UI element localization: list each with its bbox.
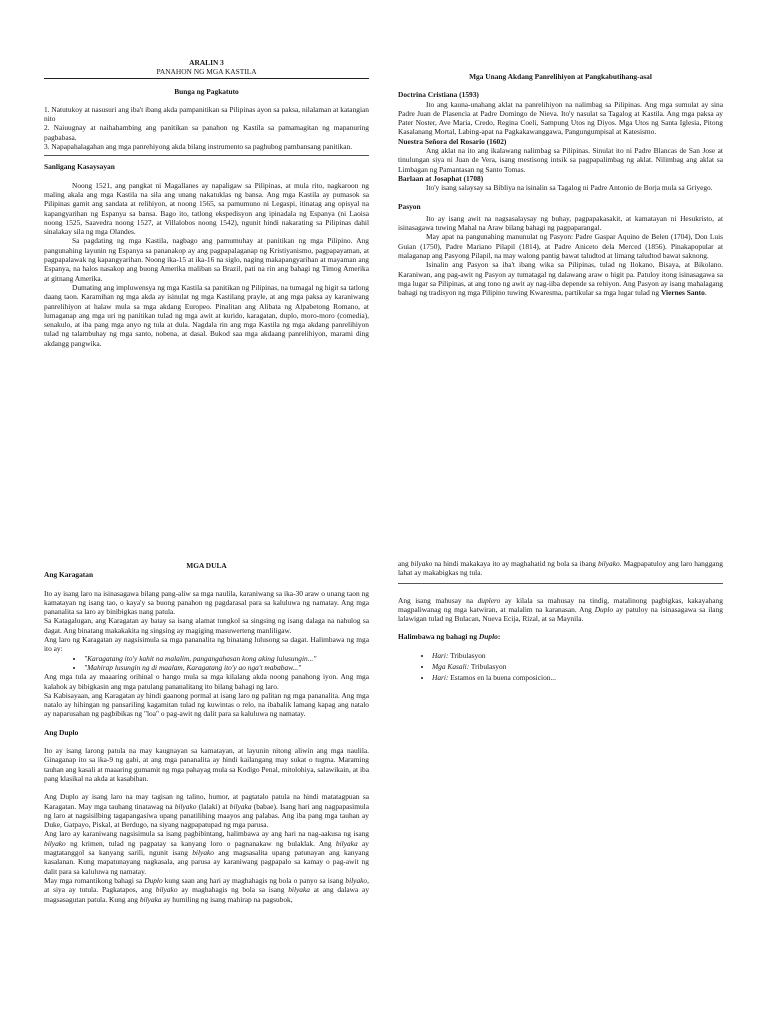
list-item: • Hari: Tribulasyon: [432, 651, 723, 660]
karagatan-quote-list: [84, 654, 369, 673]
barlaan-text: Ito'y isang salaysay sa Bibliya na isinalin sa Tagalog ni Padre Antonio de Borja mula sa Griyego.: [426, 183, 713, 193]
duplo-continuation: ang bilyako na hindi makakaya ito ay maghahatid ng bola sa ibang bilyako. Magpapatuloy ang laro hanggang lahat ay makabigkas ng tula.: [398, 559, 723, 578]
duplo-paragraph-1: Ito ay isang larong patula na may kaugnayan sa kamatayan, at layunin nitong aliwin ang mga naulila. Ginaganap ito sa ika-9 ng gabi, at ang mga pananalita ay hindi kailangang may sukat o tugma. Maraming tauhan ang kasali at maaaring gumamit ng mga pahayag mula sa Kodigo Penal, mitolohiya, salawikain, at iba pang klasikal na akda at kasabihan.: [44, 746, 369, 783]
pasyon-paragraph-2: May apat na pangunahing manunulat ng Pasyon: Padre Gaspar Aquino de Belen (1704), Don Luis Guian (1750), Padre Mariano Pilapil (1814), at Padre Aniceto dela Merced (1856). Pinakapopular at malaganap ang Pasyong Pilapil, na may walong pantig bawat taludtod at limang taludtod bawat saknong.: [398, 232, 723, 261]
lesson-title: PANAHON NG MGA KASTILA: [156, 67, 257, 77]
doctrina-text: Ito ang kauna-unahang aklat na panrelihiyon na nalimbag sa Pilipinas. Ang mga sumulat ay sina Padre Juan de Plasencia at Padre Domingo de Nieva. Ito'y nasulat sa Tagalog at Kastila. Ang mga paksa ay Pater Noster, Ave Maria, Credo, Regina Coeli, Sampung Utos ng Diyos. Mga Utos ng Santa Iglesia, Pitong Kasalanang Mortal, Labing-apat na Pagkakawanggawa, Pangungumpisal at Katesismo.: [398, 99, 723, 137]
bunga-heading: Bunga ng Pagkatuto: [174, 86, 239, 96]
akda-heading: Mga Unang Akdang Panrelihiyon at Pangkabutihang-asal: [469, 72, 652, 81]
nuestra-text: Ang aklat na ito ang ikalawang nalimbag sa Pilipinas. Sinulat ito ni Padre Blancas de San Jose at tinulungan siya ni Juan de Vera, isang mestisong intsik sa pagpapalimbag ng aklat. Nilimbag ang aklat sa Limbagan ng Pamantasan ng Santo Tomas.: [398, 146, 723, 174]
viernes-santo-emphasis: Viernes Santo: [660, 288, 705, 298]
duplo-paragraph-4: May mga romantikong bahagi sa Duplo kung saan ang hari ay maghahagis ng bola o panyo sa isang bilyako, at siya ay tutula. Pagkatapos, ang bilyako ay maghahagis ng bola sa isang bilyaka at ang dalawa ay magsasagutan patula. Kung ang bilyaka ay humiling ng isang mahirap na pagsubok,: [44, 875, 370, 904]
sanligang-heading: Sanligang Kasaysayan: [44, 162, 115, 172]
barlaan-heading: Barlaan at Josaphat (1708): [398, 173, 484, 183]
page1-left-column: [44, 58, 369, 348]
list-item: • "Karagatang ito'y kahit na malalim, pangangahasan kong aking lulusungin...": [84, 654, 369, 663]
duplo-paragraph-2: Ang Duplo ay isang laro na may tagisan ng talino, humor, at pagtatalo patula na hindi matatagpuan sa Karagatan. May mga tauhang tinatawag na bilyako (lalaki) at bilyaka (babae). Isang hari ang nagpapasimula ng laro at nagsisilbing tagapangasiwa upang panatilihing maayos ang palabas. Ang iba pang mga tauhan ay Duke, Gatpayo, Piskal, at Berdugo, na siyang nagpapatupad ng mga parusa.: [44, 792, 370, 830]
karagatan-paragraph-3: Ang laro ng Karagatan ay nagsisimula sa mga pananalita ng binatang lulusong sa dagat. Halimbawa ng mga ito ay:: [44, 635, 369, 654]
bunga-item-3: 3. Napapahalagahan ang mga panrehiyong akda bilang instrumento sa paghubog pambansang panitikan.: [44, 142, 353, 152]
history-paragraph-1: Noong 1521, ang pangkat ni Magallanes ay napaligaw sa Pilipinas, at mula rito, nagkaroon ng maling akala ang mga Kastila na sila ang unang nakatuklas ng bansa. Ang mga Kastila ay pumasok sa Pilipinas gamit ang sandata at relihiyon, at noong 1565, sa pamumuno ni Legaspi, itinatag ang opisyal na kapangyarihan ng Espanya sa bansa. Bago ito, tatlong ekspedisyon ang ipinadala ng Espanya (ni Laoisa noong 1525, Saavedra noong 1527, at Villalobos noong 1542), ngunit hindi nakarating sa Pilipinas dahil sinalakay sila ng mga Olandes.: [44, 180, 369, 237]
lesson-number: ARALIN 3: [189, 58, 224, 67]
pasyon-heading: Pasyon: [398, 201, 421, 211]
karagatan-paragraph-1: Ito ay isang laro na isinasagawa bilang pang-aliw sa mga naulila, karaniwang sa ika-30 araw o unang taon ng kamatayan ng isang tao, o kaya'y sa buong panahon ng pagdarasal para sa kaluluwa ng namatay. Ang mga pananalita sa laro ay binibigkas nang patula.: [44, 588, 369, 617]
pasyon-paragraph-3: Isinalin ang Pasyon sa iba't ibang wika sa Pilipinas, tulad ng Ilokano, Bisaya, at Bikolano. Karaniwan, ang pag-awit ng Pasyon ay tumatagal ng dalawang araw o higit pa. Patuloy itong isinasagawa sa mga lugar sa Pilipinas, at ang tono ng awit ay nag-iiba depende sa rehiyon. Ang Pasyon ay isang mahalagang bahagi ng tradisyon ng mga Pilipino tuwing Kwaresma, partikular sa mga lugar tulad ng Viernes Santo.: [398, 260, 723, 298]
pasyon-paragraph-1: Ito ay isang awit na nagsasalaysay ng buhay, pagpapakasakit, at kamatayan ni Hesukristo, at isinasagawa tuwing Mahal na Araw bilang bahagi ng pagpaparangal.: [398, 213, 723, 233]
duplo-heading: Ang Duplo: [44, 727, 79, 737]
karagatan-paragraph-5: Sa Kabisayaan, ang Karagatan ay hindi gaanong pormal at isang laro ng palitan ng mga pananalita. Ang mga natalo ay hihingan ng pansariling kagamitan tulad ng kuwintas o relo, na ibabalik lamang kapag ang natalo ay naparusahan ng pagbibikas ng "loa" o pag-awit ng dalit para sa kaluluwa ng namatay.: [44, 690, 369, 719]
page2-right-column: [398, 559, 723, 683]
history-paragraph-2: Sa pagdating ng mga Kastila, nagbago ang pamumuhay at panitikan ng mga Pilipino. Ang pangunahing layunin ng Espanya sa pananakop ay ang pagpapalaganap ng Kristiyanismo, pagpapayaman, at pagpapalawak ng kapangyarihan. Noong ika-15 at ika-16 na siglo, naging makapangyarihan at mayaman ang Espanya, na halos nasakop ang buong Amerika maliban sa Brazil, pati na rin ang bahagi ng Timog Amerika at gitnang Amerika.: [44, 236, 369, 283]
doctrina-heading: Doctrina Cristiana (1593): [398, 90, 479, 100]
karagatan-heading: Ang Karagatan: [44, 570, 94, 580]
duplero-paragraph: Ang isang mahusay na duplero ay kilala sa mahusay na tindig, matalinong pagbigkas, kakayahang magpaliwanag ng mga katwiran, at malalim na karanasan. Ang Duplo ay patuloy na isinasagawa sa ilang lalawigan tulad ng Bulacan, Nueva Ecija, Rizal, at sa Maynila.: [398, 595, 723, 624]
list-item: • "Mahirap lusungin ng di maalam, Karagatang ito'y ao nga't mababaw...": [84, 663, 369, 672]
karagatan-paragraph-2: Sa Katagalugan, ang Karagatan ay batay sa isang alamat tungkol sa singsing ng isang dalaga na nahulog sa dagat. Ang binatang makakakita ng singsing ay magiging masuwerteng manliligaw.: [44, 616, 369, 635]
halimbawa-heading: Halimbawa ng bahagi ng Duplo:: [398, 632, 501, 642]
nuestra-heading: Nuestra Señora del Rosario (1602): [398, 136, 507, 146]
karagatan-paragraph-4: Ang mga tula ay maaaring orihinal o hango mula sa mga kilalang akda noong panahong iyon. Ang mga kalahok ay bibigkasin ang mga patulang pananalitang ito bilang bahagi ng laro.: [44, 672, 369, 691]
dula-title: MGA DULA: [186, 561, 227, 570]
duplo-example-list: [432, 651, 723, 683]
duplo-paragraph-3: Ang laro ay karaniwang nagsisimula sa isang pagbibintang, halimbawa ay ang hari na nag-aakusa ng isang bilyako ng krimen, tulad ng pagpatay sa kanyang loro o pagnanakaw ng bulaklak. Ang bilyaka ay magtatanggol sa kanyang sarili, ngunit isang bilyako ang magsasalita upang patunayan ang kanyang kasalanan. Kung mapatunayang nagkasala, ang parusa ay karaniwang pagpapalo sa kamay o pag-awit ng dalit para sa kaluluwa ng namatay.: [44, 829, 369, 876]
page2-left-column: [44, 561, 369, 904]
page1-right-column: [398, 72, 723, 298]
bunga-item-1: 1. Natutukoy at nasusuri ang iba't ibang akda pampanitikan sa Pilipinas ayon sa paksa, nilalaman at katangian nito: [44, 104, 369, 124]
title-divider: [44, 78, 369, 79]
bunga-item-2: 2. Naiuugnay at naihahambing ang panitikan sa panahon ng Kastila sa pamamagitan ng mapanuring pagbabasa.: [44, 123, 369, 142]
section-divider: [398, 583, 723, 584]
history-paragraph-3: Dumating ang impluwensya ng mga Kastila sa panitikan ng Pilipinas, na tumagal ng higit sa tatlong daang taon. Karamihan ng mga akda ay isinulat ng mga Kastilang prayle, at ang mga paksa ay karaniwang panrelihiyon at halaw mula sa mga akdang Europeo. Pinalitan ang Alibata ng Alpabetong Romano, at lumaganap ang mga uri ng panitikan tulad ng mga awit at kurido, karagatan, duplo, moro-moro (comedia), senakulo, at iba pang mga anyo ng tula at dula. Nagdala rin ang mga Kastila ng mga akdang panrelihiyon tulad ng talambuhay ng mga santo, nobena, at dasal. Bukod saa mga akdaang panrelihiyon, marami ding akdangg pangwika.: [44, 282, 369, 348]
section-divider: [44, 155, 369, 156]
list-item: • Hari: Estamos en la buena composicion...: [432, 673, 723, 682]
list-item: • Mga Kasali: Tribulasyon: [432, 662, 723, 671]
